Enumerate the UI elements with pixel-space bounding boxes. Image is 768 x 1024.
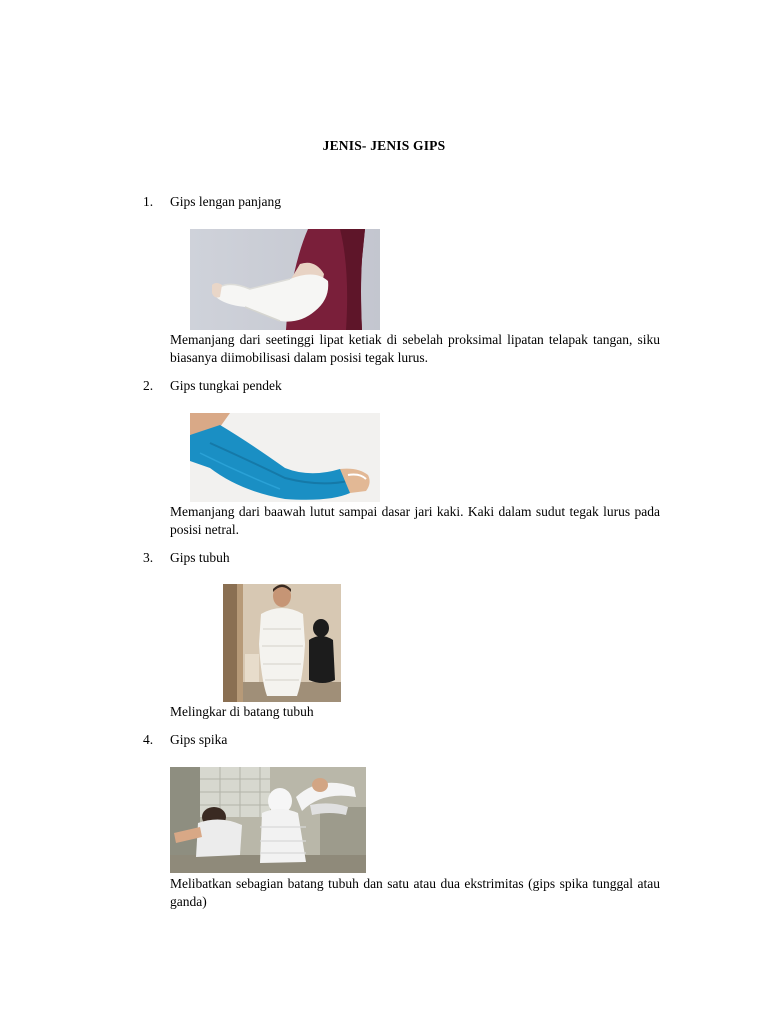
item-title-1: Gips lengan panjang: [170, 194, 281, 209]
item-number-4: 4.: [143, 732, 154, 747]
item-number-2: 2.: [143, 378, 154, 393]
body-cast-photo: [223, 584, 341, 702]
leg-cast-photo: [190, 413, 380, 502]
spica-cast-photo: [170, 767, 366, 873]
item-description-2: Memanjang dari baawah lutut sampai dasar jari kaki. Kaki dalam sudut tegak lurus pada posisi netral.: [170, 504, 660, 537]
item-number-3: 3.: [143, 550, 154, 565]
item-description-4: Melibatkan sebagian batang tubuh dan satu atau dua ekstrimitas (gips spika tunggal atau ganda): [170, 876, 660, 909]
item-description-1: Memanjang dari seetinggi lipat ketiak di sebelah proksimal lipatan telapak tangan, siku biasanya diimobilisasi dalam posisi tegak lurus.: [170, 332, 660, 365]
arm-cast-photo: [190, 229, 380, 330]
page-title: JENIS- JENIS GIPS: [322, 138, 446, 153]
item-description-3: Melingkar di batang tubuh: [170, 704, 314, 719]
item-title-2: Gips tungkai pendek: [170, 378, 282, 393]
item-title-3: Gips tubuh: [170, 550, 230, 565]
item-number-1: 1.: [143, 194, 154, 209]
item-title-4: Gips spika: [170, 732, 228, 747]
